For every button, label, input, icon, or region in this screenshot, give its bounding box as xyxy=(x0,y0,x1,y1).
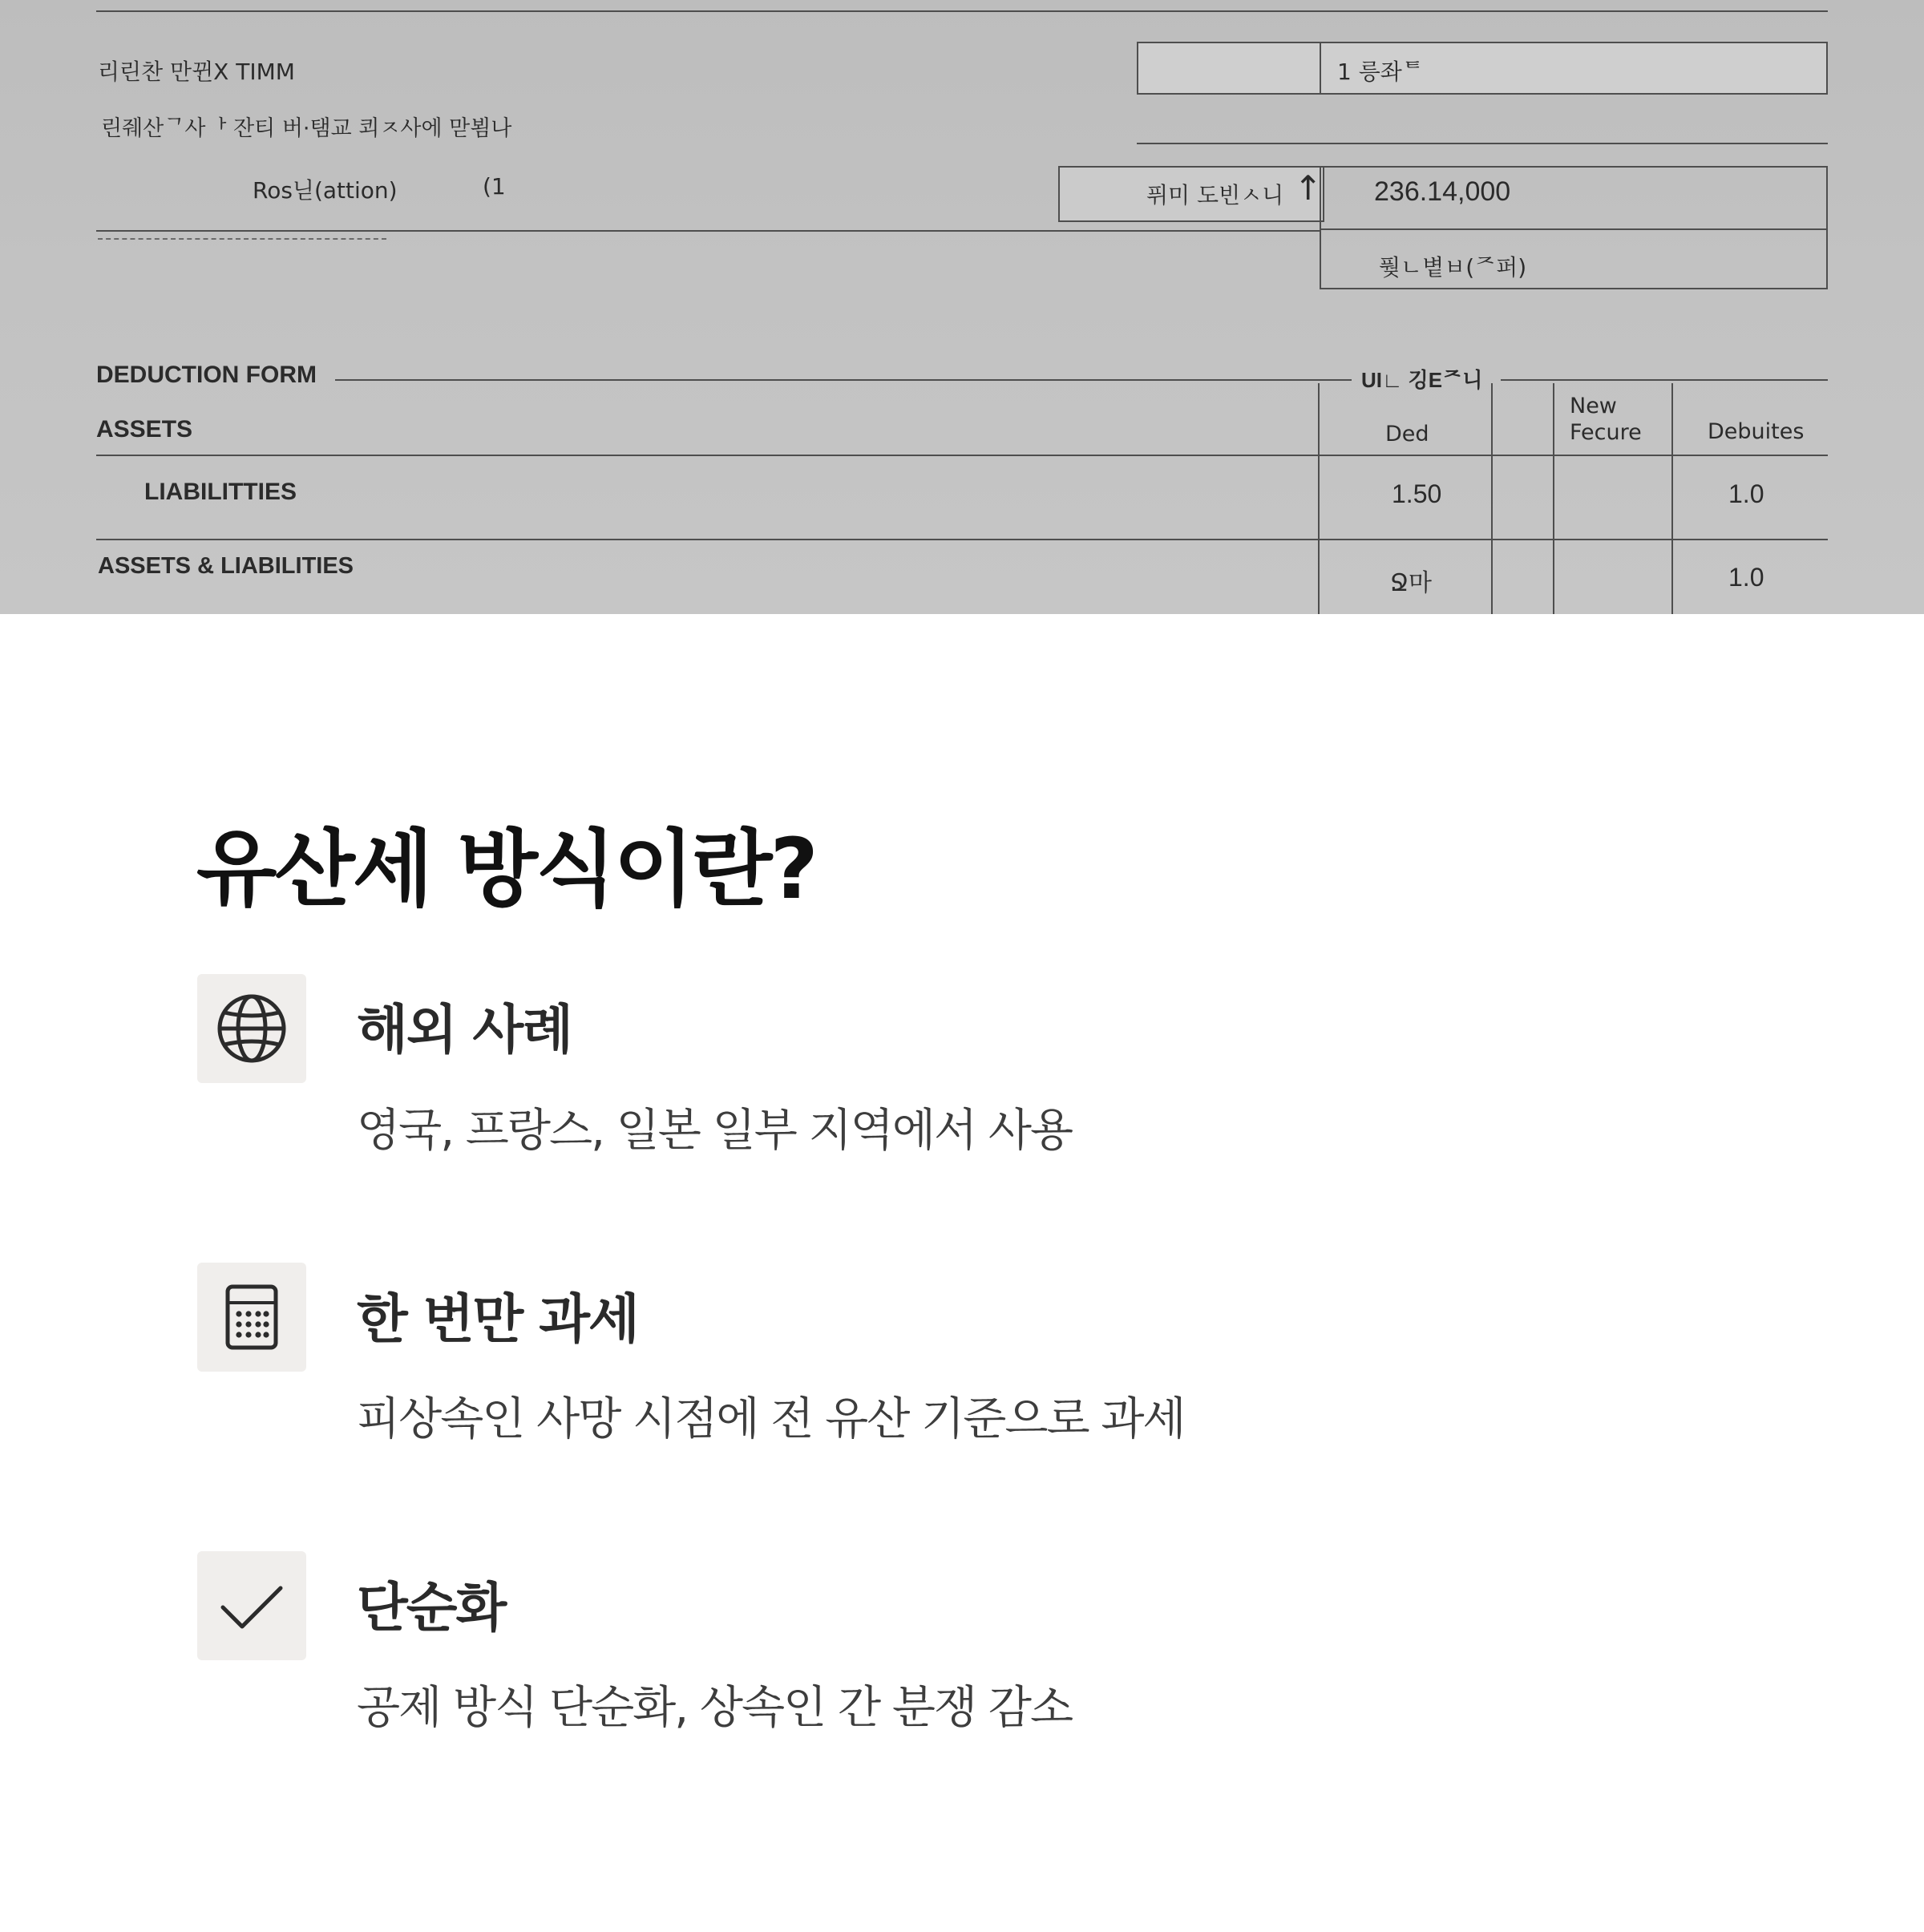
form-amount-label: 퓌미 도빈ㅅ니 xyxy=(1146,182,1284,208)
check-icon xyxy=(197,1551,306,1660)
form-photo xyxy=(0,0,1924,614)
form-header-line3: Ros닏(attion) xyxy=(253,177,398,204)
form-section-title: DEDUCTION FORM xyxy=(96,362,317,388)
form-section-rule-right xyxy=(1501,379,1828,381)
globe-icon xyxy=(197,974,306,1083)
form-top-box-divider xyxy=(1320,42,1321,95)
form-col-debuites: Debuites xyxy=(1708,419,1805,444)
form-col-assets: ASSETS xyxy=(96,416,193,443)
calculator-icon xyxy=(197,1263,306,1372)
form-header-line3-suffix: (1 xyxy=(483,173,506,200)
item-title: 해외 사례 xyxy=(357,999,572,1061)
form-row-label: ASSETS & LIABILITIES xyxy=(98,553,354,579)
form-row-debuites: 1.0 xyxy=(1728,563,1764,592)
form-row-ded: 1.50 xyxy=(1392,479,1442,508)
form-header-line1: 리린찬 만뀐X TIMM xyxy=(98,59,295,85)
form-col-line-3 xyxy=(1553,383,1554,614)
form-amount-subnote: 풪ㄴ볕ㅂ(ᄌ퍼) xyxy=(1379,254,1527,281)
item-description: 피상속인 사망 시점에 전 유산 기준으로 과세 xyxy=(357,1393,1185,1445)
globe-icon-tile xyxy=(197,974,306,1083)
page-title: 유산세 방식이란? xyxy=(196,820,816,918)
form-top-box-underline xyxy=(1137,143,1828,144)
form-top-box xyxy=(1137,42,1828,95)
form-amount-value: 236.14,000 xyxy=(1374,176,1511,207)
form-col-line-4 xyxy=(1671,383,1673,614)
item-title: 한 번만 과세 xyxy=(357,1288,638,1350)
form-row-ded: Ջ마 xyxy=(1390,570,1433,596)
form-col-new-fecure: New Fecure xyxy=(1570,394,1642,445)
form-col-line-1 xyxy=(1318,383,1320,614)
form-mid-rule xyxy=(96,230,1320,232)
form-col-ded: Ded xyxy=(1385,422,1429,447)
form-header-rule xyxy=(96,455,1828,456)
form-header-line2: 린줴산ᄀ사ᅡ 잔티 버·탬교 쾨ㅈ사에 맏뵘나 xyxy=(101,116,512,141)
form-row-label: LIABILITTIES xyxy=(144,479,297,505)
item-title: 단순화 xyxy=(357,1577,506,1639)
form-row-debuites: 1.0 xyxy=(1728,479,1764,508)
form-dashed-rule xyxy=(98,238,386,240)
form-section-rule-left xyxy=(335,379,1352,381)
item-description: 영국, 프랑스, 일본 일부 지역에서 사용 xyxy=(357,1105,1073,1157)
check-icon-tile xyxy=(197,1551,306,1660)
form-row-rule xyxy=(96,539,1828,540)
form-section-right-label: UI∟ 깅Eᄌ니 xyxy=(1361,368,1483,392)
item-description: 공제 방식 단순화, 상속인 간 분쟁 감소 xyxy=(357,1682,1073,1734)
form-col-line-2 xyxy=(1491,383,1493,614)
form-top-rule xyxy=(96,10,1828,12)
calculator-icon-tile xyxy=(197,1263,306,1372)
form-top-box-label: 1 릉좌ᄐ xyxy=(1337,59,1424,85)
arrow-up-icon: ↑ xyxy=(1294,168,1323,208)
